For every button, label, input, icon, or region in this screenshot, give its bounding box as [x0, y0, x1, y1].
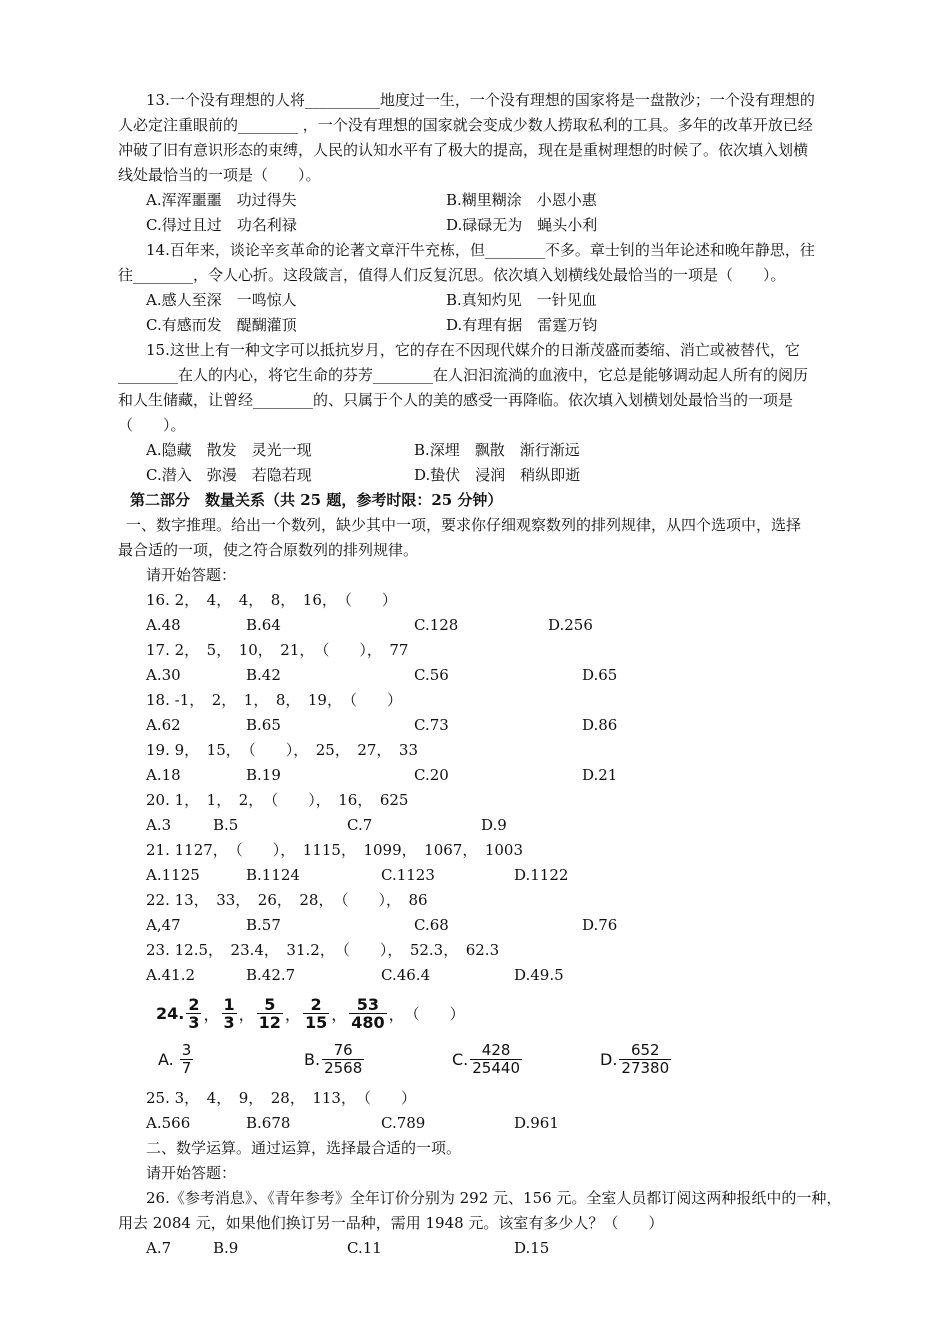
q24-question: 24. $\frac{2}{3}$ ， $\frac{1}{3}$ ， $\frac{5}{12}$ ， $\frac{2}{15}$ ， $\frac{53}{480}$ ， （ ）	[156, 994, 465, 1032]
q14-option-c: C.有感而发 醍醐灌顶	[146, 316, 297, 334]
q26-option-a: A.7	[146, 1239, 172, 1257]
q14-line-1: 14.百年来，谈论辛亥革命的论著文章汗牛充栋，但________不多。章士钊的当年论述和晚年静思，往	[146, 241, 815, 259]
q26-line-2: 用去 2084 元，如果他们换订另一品种，需用 1948 元。该室有多少人？（ ）	[118, 1214, 664, 1232]
q14-option-a: A.感人至深 一鸣惊人	[146, 291, 297, 309]
q15-option-b: B.深埋 飘散 渐行渐远	[414, 441, 580, 459]
q23-option-c: C.46.4	[381, 966, 431, 984]
q25-option-a: A.566	[146, 1114, 191, 1132]
q16-option-c: C.128	[414, 616, 459, 634]
start-answering-label: 请开始答题：	[146, 566, 237, 584]
q20-option-a: A.3	[146, 816, 172, 834]
q19-option-d: D.21	[582, 766, 618, 784]
q15-line-2: ________在人的内心，将它生命的芬芳________在人汩汩流淌的血液中，它总是能够调动起人所有的阅历	[118, 366, 809, 384]
q26-line-1: 26.《参考消息》、《青年参考》全年订价分别为 292 元、156 元。全室人员都订阅这两种报纸中的一种，	[146, 1189, 842, 1207]
q15-line-1: 15.这世上有一种文字可以抵抗岁月，它的存在不因现代媒介的日渐茂盛而萎缩、消亡或被替代，它	[146, 341, 800, 359]
q21-option-b: B.1124	[246, 866, 300, 884]
q13-line-4: 线处最恰当的一项是（ ）。	[118, 166, 321, 184]
q18-option-d: D.86	[582, 716, 618, 734]
q18-option-a: A.62	[146, 716, 181, 734]
q22-option-d: D.76	[582, 916, 618, 934]
section-intro-line-1: 一、数字推理。给出一个数列，缺少其中一项，要求你仔细观察数列的排列规律，从四个选项中，选择	[126, 516, 802, 534]
q21-option-d: D.1122	[514, 866, 569, 884]
q15-option-c: C.潜入 弥漫 若隐若现	[146, 466, 312, 484]
q16-option-d: D.256	[548, 616, 593, 634]
q14-line-2: 往________，令人心折。这段箴言，值得人们反复沉思。依次填入划横线处最恰当的一项是（ ）。	[118, 266, 786, 284]
q22-option-b: B.57	[246, 916, 281, 934]
q21-option-a: A.1125	[146, 866, 200, 884]
q18-option-b: B.65	[246, 716, 281, 734]
q24-fraction-5: $\frac{53}{480}$	[351, 994, 385, 1032]
q25-option-d: D.961	[514, 1114, 559, 1132]
q23-option-d: D.49.5	[514, 966, 564, 984]
q15-line-3: 和人生储藏，让曾经________的、只属于个人的美的感受一再降临。依次填入划横划处最恰当的一项是	[118, 391, 794, 409]
q20-question: 20. 1， 1， 2， （ ）， 16， 625	[146, 791, 409, 809]
q13-option-d: D.碌碌无为 蝇头小利	[446, 216, 598, 234]
q24-fraction-2: $\frac{1}{3}$	[223, 994, 235, 1032]
q14-option-d: D.有理有据 雷霆万钧	[446, 316, 598, 334]
q13-option-b: B.糊里糊涂 小恩小惠	[446, 191, 597, 209]
q17-option-d: D.65	[582, 666, 618, 684]
start-answering-label-2: 请开始答题：	[146, 1164, 237, 1182]
q19-option-c: C.20	[414, 766, 449, 784]
section-title-quantitative: 第二部分 数量关系（共 25 题，参考时限：25 分钟）	[130, 491, 503, 509]
q21-option-c: C.1123	[381, 866, 435, 884]
q13-line-3: 冲破了旧有意识形态的束缚，人民的认知水平有了极大的提高，现在是重树理想的时候了。依次填入划横	[118, 141, 809, 159]
q17-option-b: B.42	[246, 666, 281, 684]
q24-fraction-3: $\frac{5}{12}$	[258, 994, 281, 1032]
q25-option-c: C.789	[381, 1114, 426, 1132]
q22-option-a: A,47	[146, 916, 181, 934]
q15-option-d: D.蛰伏 浸润 稍纵即逝	[414, 466, 581, 484]
q18-question: 18. -1， 2， 1， 8， 19， （ ）	[146, 691, 402, 709]
q19-option-a: A.18	[146, 766, 181, 784]
q24-option-c: C. $\frac{428}{25440}$	[452, 1040, 520, 1077]
q23-option-a: A.41.2	[146, 966, 195, 984]
q24-option-b: B. $\frac{76}{2568}$	[304, 1040, 363, 1077]
q24-option-a: A. $\frac{3}{7}$	[158, 1040, 192, 1077]
q18-option-c: C.73	[414, 716, 449, 734]
q17-option-a: A.30	[146, 666, 181, 684]
q14-option-b: B.真知灼见 一针见血	[446, 291, 597, 309]
q25-question: 25. 3， 4， 9， 28， 113， （ ）	[146, 1089, 416, 1107]
q13-option-c: C.得过且过 功名利禄	[146, 216, 297, 234]
q17-question: 17. 2， 5， 10， 21， （ ）， 77	[146, 641, 409, 659]
q19-option-b: B.19	[246, 766, 281, 784]
q23-option-b: B.42.7	[246, 966, 296, 984]
q16-option-a: A.48	[146, 616, 181, 634]
q26-option-d: D.15	[514, 1239, 550, 1257]
section-intro-line-2: 最合适的一项，使之符合原数列的排列规律。	[118, 541, 419, 559]
q22-option-c: C.68	[414, 916, 449, 934]
q15-option-a: A.隐藏 散发 灵光一现	[146, 441, 312, 459]
q24-blank: （ ）	[404, 1004, 465, 1023]
q19-question: 19. 9， 15， （ ）， 25， 27， 33	[146, 741, 419, 759]
q20-option-c: C.7	[347, 816, 373, 834]
q21-question: 21. 1127， （ ）， 1115， 1099， 1067， 1003	[146, 841, 523, 859]
q16-option-b: B.64	[246, 616, 281, 634]
q15-line-4: （ ）。	[118, 416, 186, 434]
q20-option-d: D.9	[481, 816, 507, 834]
q24-option-d: D. $\frac{652}{27380}$	[600, 1040, 670, 1077]
q23-question: 23. 12.5， 23.4， 31.2， （ ）， 52.3， 62.3	[146, 941, 500, 959]
q13-line-1: 13.一个没有理想的人将__________地度过一生，一个没有理想的国家将是一盘散沙；一个没有理想的	[146, 91, 815, 109]
q26-option-b: B.9	[213, 1239, 239, 1257]
q17-option-c: C.56	[414, 666, 449, 684]
q20-option-b: B.5	[213, 816, 239, 834]
q13-option-a: A.浑浑噩噩 功过得失	[146, 191, 297, 209]
q24-fraction-4: $\frac{2}{15}$	[304, 994, 328, 1032]
section-title-math: 二、数学运算。通过运算，选择最合适的一项。	[146, 1139, 462, 1157]
q25-option-b: B.678	[246, 1114, 291, 1132]
q24-fraction-1: $\frac{2}{3}$	[188, 994, 200, 1032]
q26-option-c: C.11	[347, 1239, 382, 1257]
q16-question: 16. 2， 4， 4， 8， 16， （ ）	[146, 591, 397, 609]
q24-label: 24.	[156, 1003, 185, 1023]
q13-line-2: 人必定注重眼前的________ ，一个没有理想的国家就会变成少数人捞取私利的工具。多年的改革开放已经	[118, 116, 813, 134]
q22-question: 22. 13， 33， 26， 28， （ ）， 86	[146, 891, 428, 909]
